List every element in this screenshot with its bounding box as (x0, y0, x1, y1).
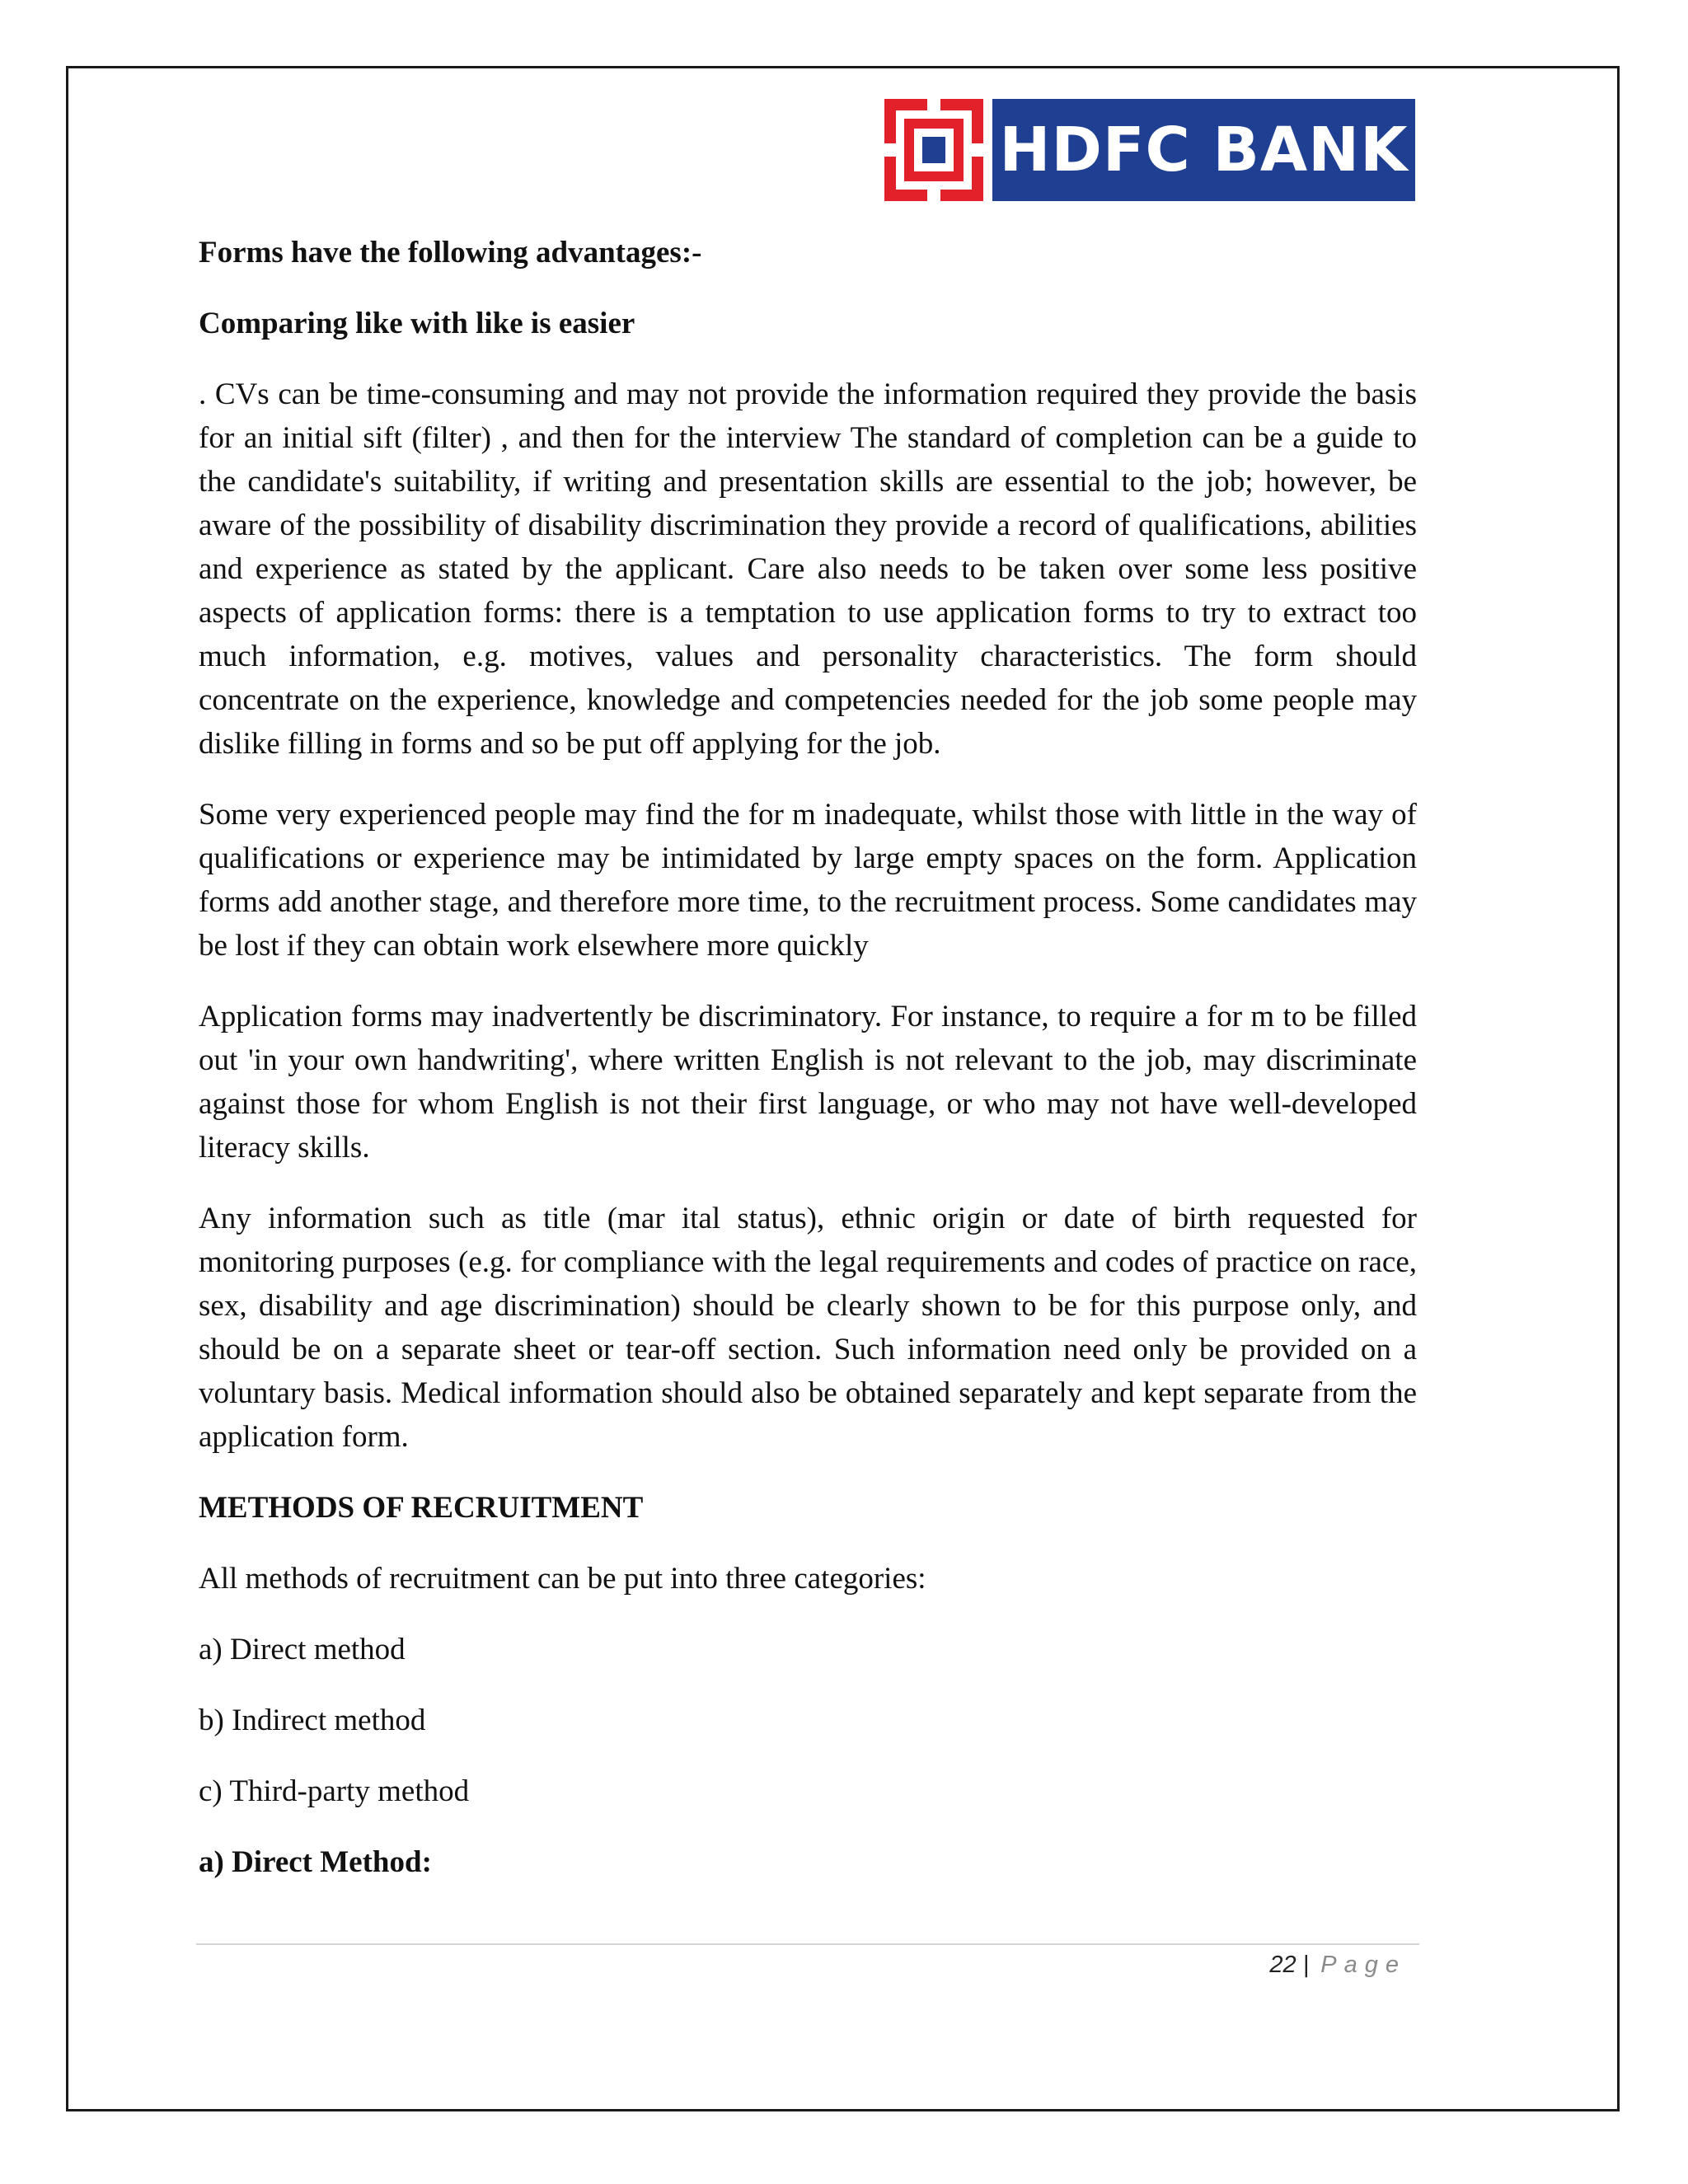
list-item: a) Direct method (199, 1633, 406, 1666)
methods-intro: All methods of recruitment can be put into three categories: (199, 1562, 926, 1596)
page-number: 22 (1269, 1952, 1296, 1978)
logo-wordmark: HDFC BANK (992, 99, 1415, 201)
list-item: c) Third-party method (199, 1774, 470, 1808)
page-footer (1269, 1952, 1406, 1979)
hdfc-bank-logo (884, 99, 1415, 201)
page-label: Page (1320, 1952, 1406, 1978)
paragraph: Application forms may inadvertently be discriminatory. For instance, to require a for m to be filled out 'in your own handwriting', where written English is not relevant to the job, may discriminate against those for whom English is not their first language, or who may not have well-developed literacy skills. (199, 1000, 1417, 1165)
document-body (199, 231, 1417, 1911)
footer-divider (196, 1943, 1419, 1945)
heading-advantages: Forms have the following advantages:- (199, 236, 702, 269)
heading-methods: METHODS OF RECRUITMENT (199, 1491, 644, 1525)
footer-separator: | (1302, 1952, 1310, 1978)
paragraph: Some very experienced people may find the for m inadequate, whilst those with little in the way of qualifications or experience may be intimidated by large empty spaces on the form. Application forms add another stage, and therefore more time, to the recruitment process. Some candidates may be lost if they can obtain work elsewhere more quickly (199, 798, 1417, 963)
paragraph: Any information such as title (mar ital status), ethnic origin or date of birth requested for monitoring purposes (e.g. for compliance with the legal requirements and codes of practice on race, sex, disability and age discrimination) should be clearly shown to be for this purpose only, and should be on a separate sheet or tear-off section. Such information need only be provided on a voluntary basis. Medical information should also be obtained separately and kept separate from the application form. (199, 1202, 1417, 1454)
subheading-comparing: Comparing like with like is easier (199, 307, 635, 340)
list-item: b) Indirect method (199, 1704, 426, 1737)
hdfc-logo-mark-icon (884, 99, 983, 201)
paragraph: . CVs can be time-consuming and may not provide the information required they provide the basis for an initial sift (filter) , and then for the interview The standard of completion can be a guide to the candidate's suitability, if writing and presentation skills are essential to the job; however, be aware of the possibility of disability discrimination they provide a record of qualifications, abilities and experience as stated by the applicant. Care also needs to be taken over some less positive aspects of application forms: there is a temptation to use application forms to try to extract too much information, e.g. motives, values and personality characteristics. The form should concentrate on the experience, knowledge and competencies needed for the job some people may dislike filling in forms and so be put off applying for the job. (199, 377, 1417, 761)
heading-direct-method: a) Direct Method: (199, 1845, 432, 1879)
